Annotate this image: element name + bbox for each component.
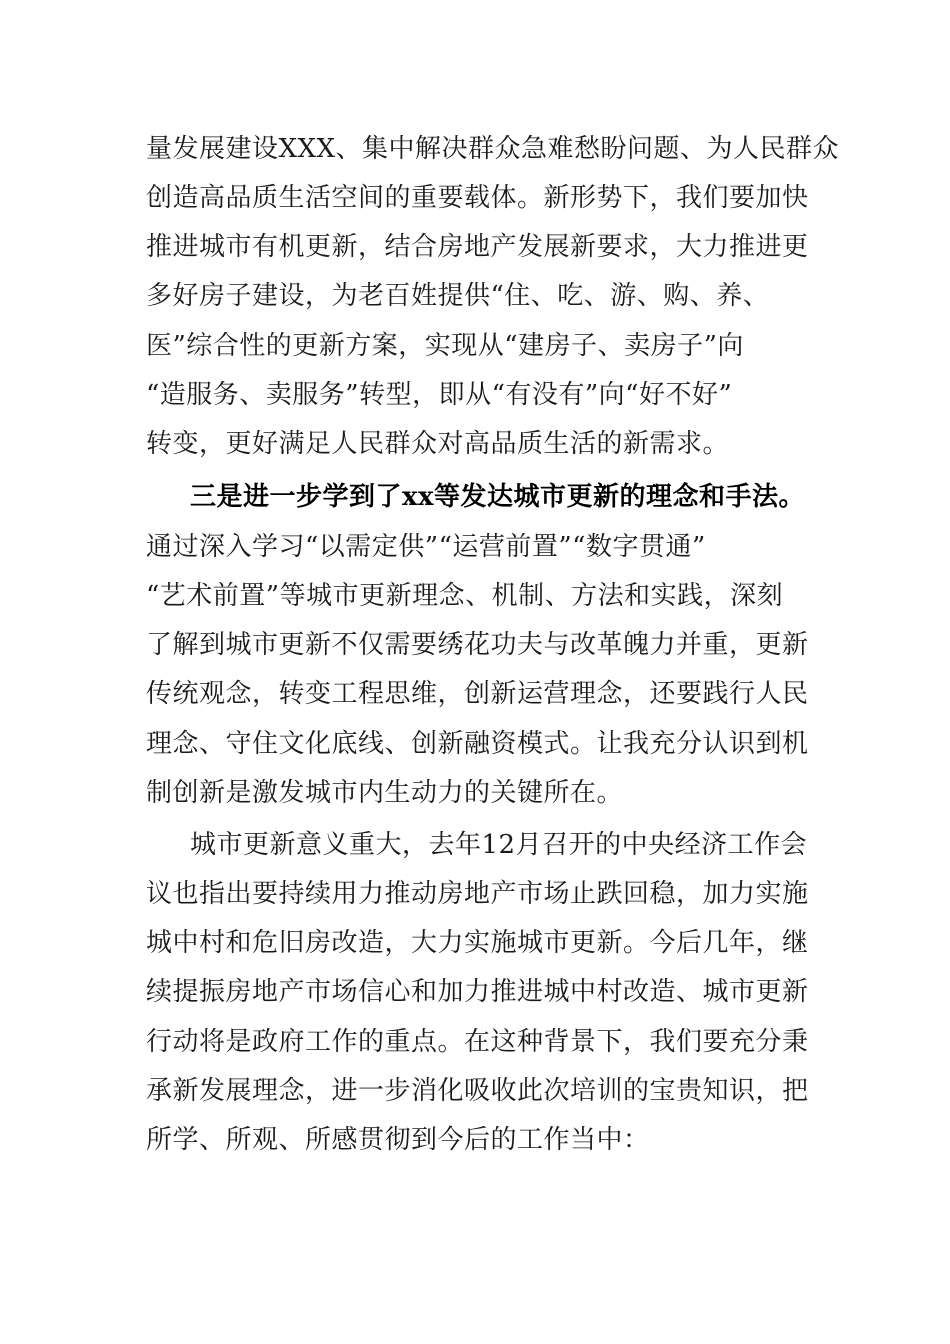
paragraph-2-line-3: 了解到城市更新不仅需要绣花功夫与改革魄力并重，更新 [146,630,809,660]
paragraph-2-line-5: 理念、守住文化底线、创新融资模式。让我充分认识到机 [146,729,809,759]
paragraph-1-line-3: 推进城市有机更新，结合房地产发展新要求，大力推进更 [146,232,809,262]
paragraph-2-line-4: 传统观念，转变工程思维，创新运营理念，还要践行人民 [146,679,809,709]
paragraph-3-line-3: 城中村和危旧房改造，大力实施城市更新。今后几年，继 [146,928,809,958]
section-heading-3: 三是进一步学到了xx等发达城市更新的理念和手法。 [190,482,806,512]
paragraph-1-line-6: “造服务、卖服务”转型，即从“有没有”向“好不好” [146,380,733,410]
paragraph-2-line-1: 通过深入学习“以需定供”“运营前置”“数字贯通” [146,532,706,562]
paragraph-1-line-7: 转变，更好满足人民群众对高品质生活的新需求。 [146,429,730,459]
paragraph-3-line-5: 行动将是政府工作的重点。在这种背景下，我们要充分秉 [146,1027,809,1057]
paragraph-3-line-4: 续提振房地产市场信心和加力推进城中村改造、城市更新 [146,977,809,1007]
paragraph-1-line-1: 量发展建设XXX、集中解决群众急难愁盼问题、为人民群众 [146,134,840,164]
paragraph-3-line-7: 所学、所观、所感贯彻到今后的工作当中： [146,1125,650,1155]
paragraph-1-line-4: 多好房子建设，为老百姓提供“住、吃、游、购、养、 [146,281,770,311]
paragraph-1-line-2: 创造高品质生活空间的重要载体。新形势下，我们要加快 [146,183,809,213]
paragraph-2-line-2: “艺术前置”等城市更新理念、机制、方法和实践，深刻 [146,581,784,611]
paragraph-2-line-6: 制创新是激发城市内生动力的关键所在。 [146,778,624,808]
paragraph-3-line-6: 承新发展理念，进一步消化吸收此次培训的宝贵知识，把 [146,1076,809,1106]
paragraph-3-line-2: 议也指出要持续用力推动房地产市场止跌回稳，加力实施 [146,879,809,909]
paragraph-1-line-5: 医”综合性的更新方案，实现从“建房子、卖房子”向 [146,331,744,361]
paragraph-3-line-1: 城市更新意义重大，去年12月召开的中央经济工作会 [190,830,808,860]
